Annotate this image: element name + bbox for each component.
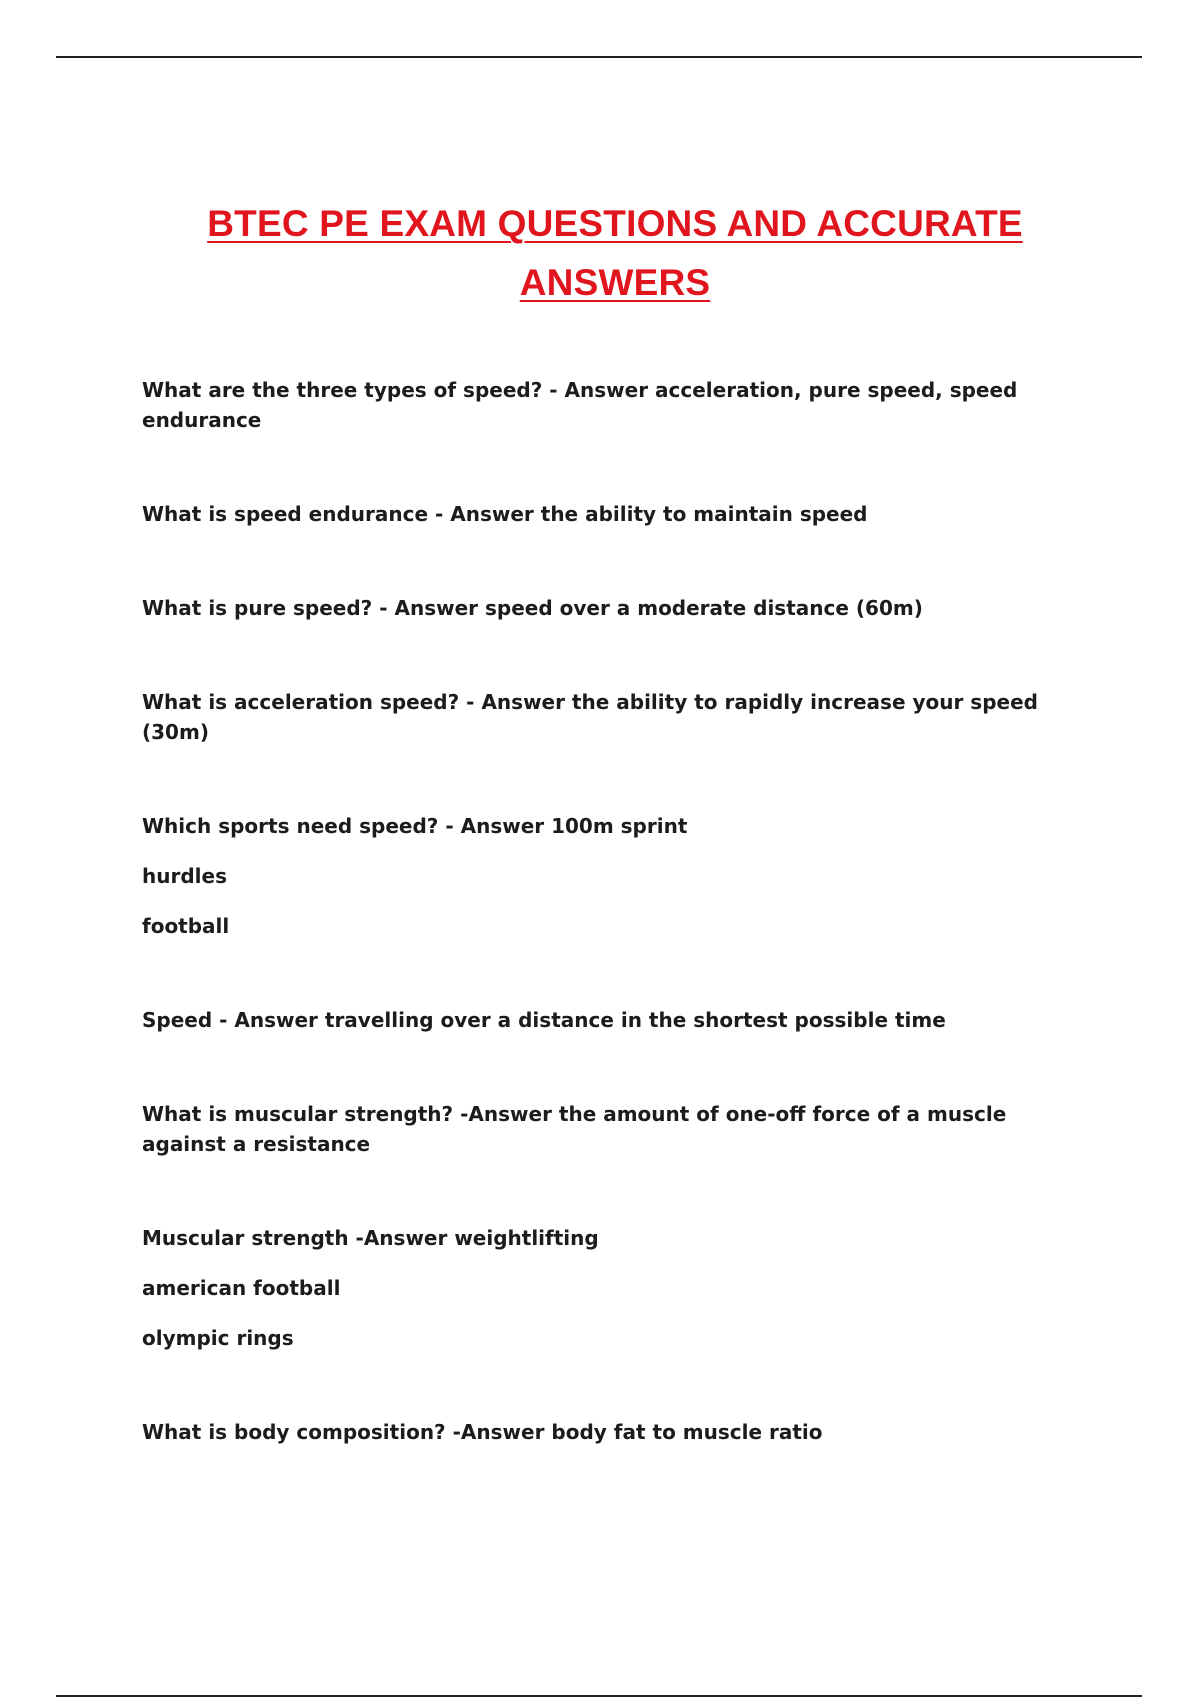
qa-text-continued: olympic rings — [142, 1326, 294, 1350]
title-line-2: ANSWERS — [519, 262, 711, 303]
qa-item — [142, 1417, 1082, 1447]
top-rule — [56, 56, 1142, 58]
qa-item — [142, 375, 1082, 435]
qa-text-continued: hurdles — [142, 864, 227, 888]
qa-item — [142, 593, 1082, 623]
qa-text: Muscular strength -Answer weightlifting — [142, 1226, 599, 1250]
title-line-1: BTEC PE EXAM QUESTIONS AND ACCURATE — [207, 203, 1023, 244]
qa-text: Speed - Answer travelling over a distance in the shortest possible time — [142, 1008, 946, 1032]
qa-item — [142, 811, 1082, 941]
qa-text: What is pure speed? - Answer speed over a moderate distance (60m) — [142, 596, 923, 620]
qa-text: Which sports need speed? - Answer 100m sprint — [142, 814, 688, 838]
qa-item — [142, 1223, 1082, 1353]
document-title — [120, 194, 1110, 312]
qa-list — [142, 375, 1082, 1511]
qa-text: What is body composition? -Answer body fat to muscle ratio — [142, 1420, 823, 1444]
qa-text: What is muscular strength? -Answer the amount of one-off force of a muscle against a resistance — [142, 1102, 1007, 1156]
bottom-rule — [56, 1695, 1142, 1697]
qa-text-continued: football — [142, 914, 230, 938]
qa-item — [142, 499, 1082, 529]
qa-item — [142, 1099, 1082, 1159]
qa-item — [142, 687, 1082, 747]
qa-text: What is speed endurance - Answer the ability to maintain speed — [142, 502, 868, 526]
qa-text-continued: american football — [142, 1276, 341, 1300]
qa-text: What is acceleration speed? - Answer the ability to rapidly increase your speed (30m) — [142, 690, 1038, 744]
qa-text: What are the three types of speed? - Answer acceleration, pure speed, speed endurance — [142, 378, 1018, 432]
qa-item — [142, 1005, 1082, 1035]
